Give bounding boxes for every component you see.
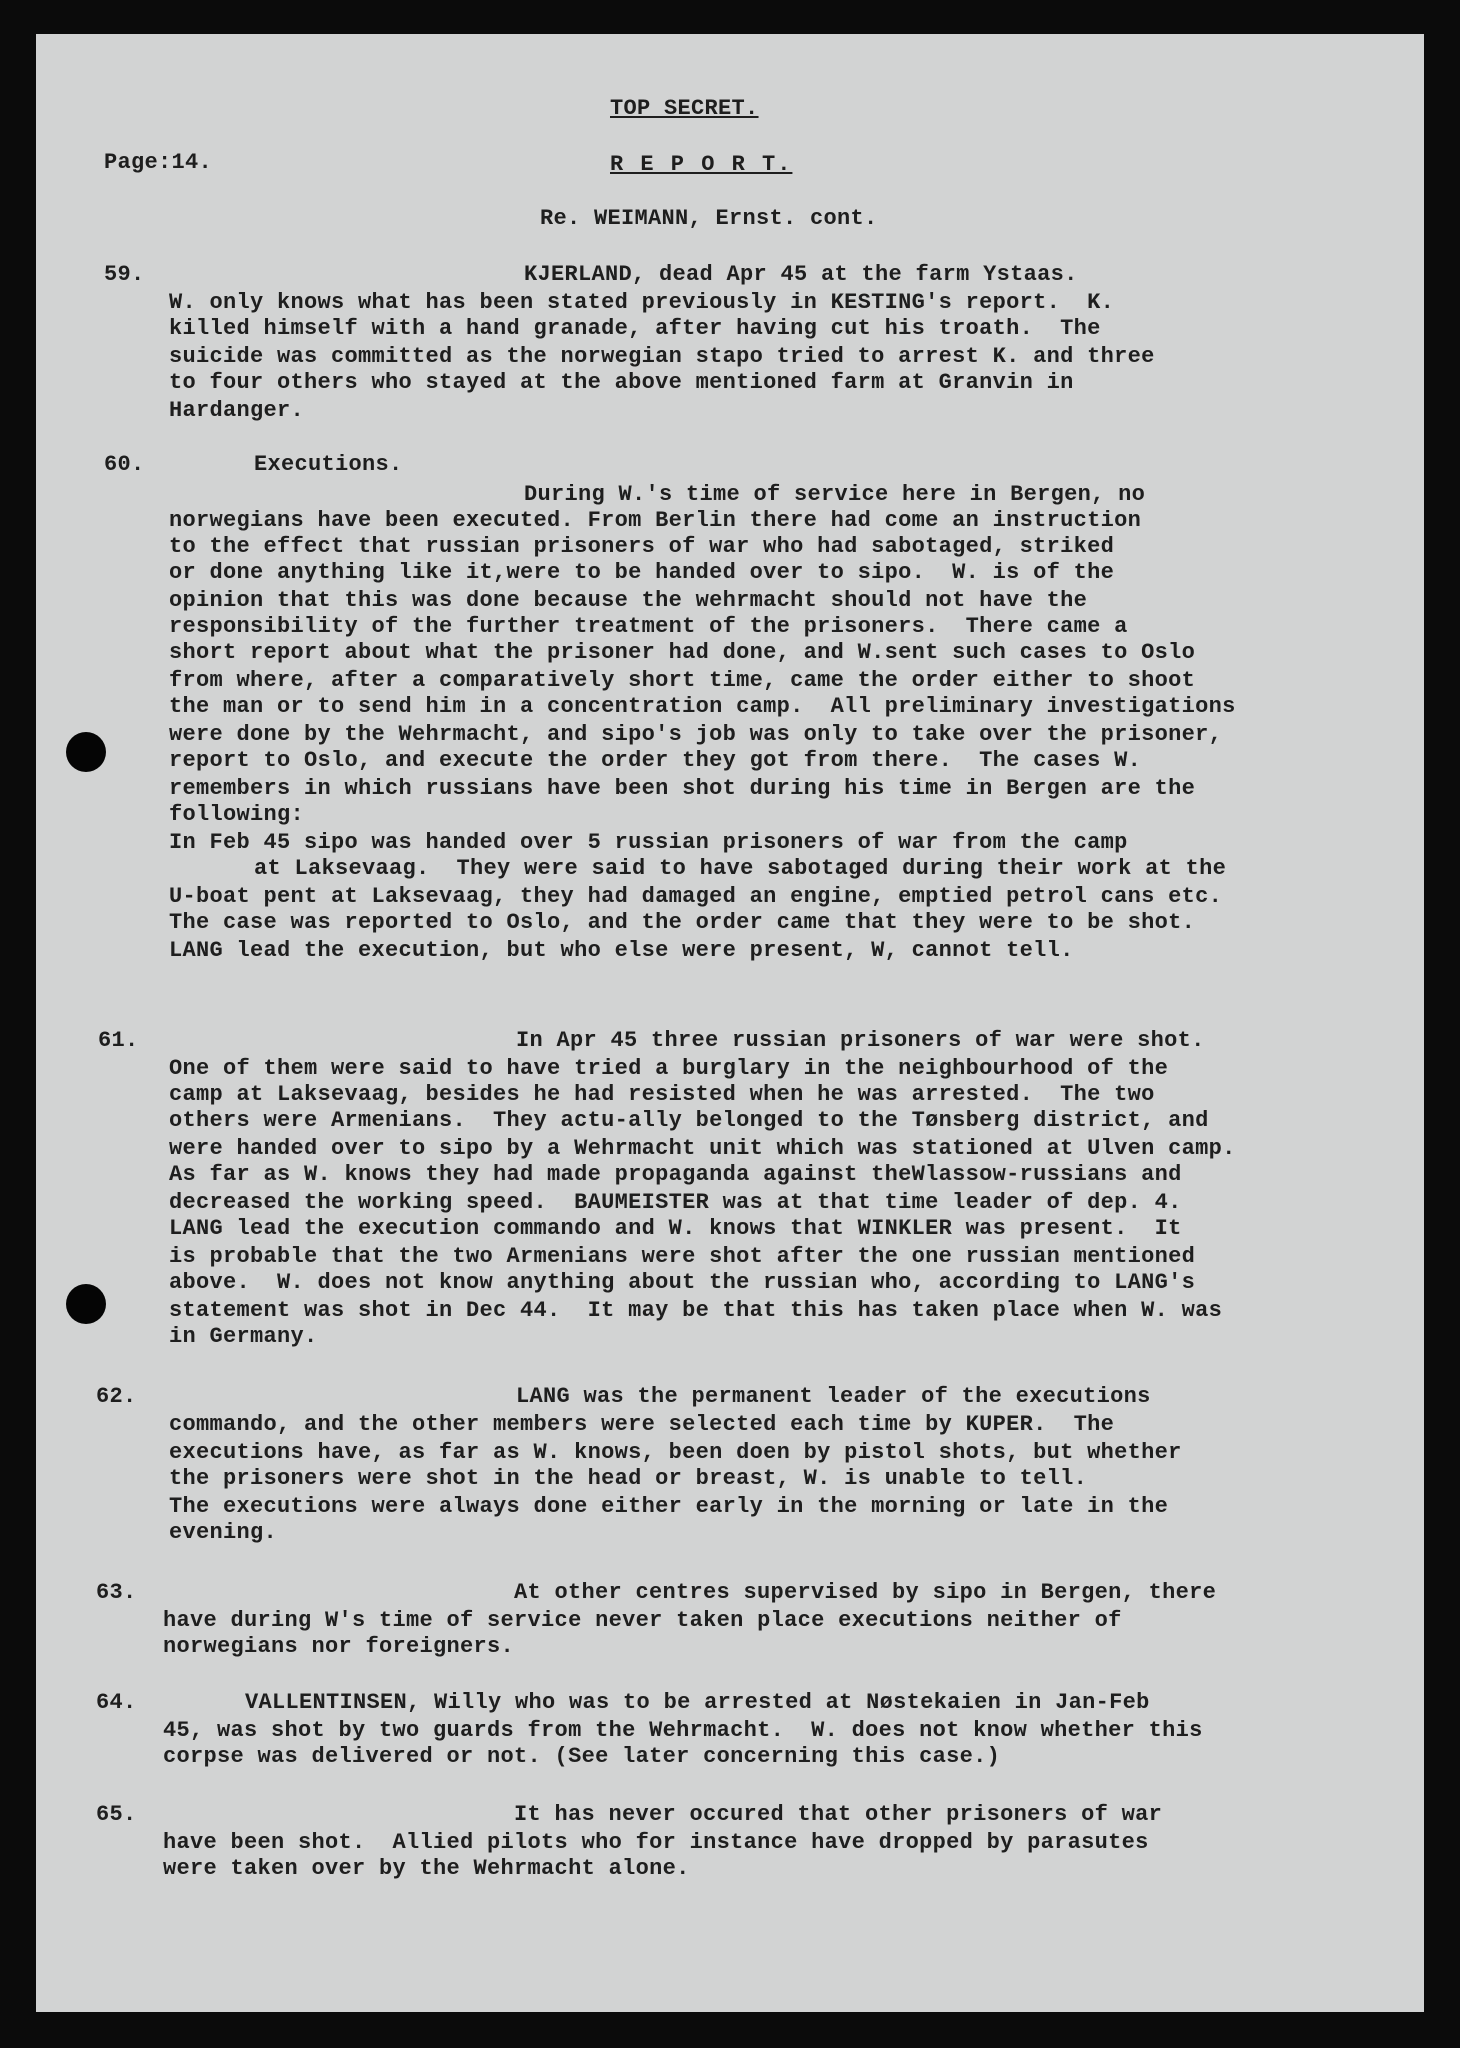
text-line: norwegians nor foreigners. — [163, 1634, 515, 1659]
text-line: were taken over by the Wehrmacht alone. — [163, 1856, 690, 1881]
text-line: others were Armenians. They actu-ally belonged to the Tønsberg district, and — [169, 1108, 1209, 1133]
paragraph-number: 63. — [96, 1580, 137, 1605]
text-line: is probable that the two Armenians were shot after the one russian mentioned — [169, 1244, 1196, 1269]
text-line: evening. — [169, 1520, 278, 1545]
page-number: Page:14. — [104, 150, 213, 175]
text-line: to four others who stayed at the above mentioned farm at Granvin in — [169, 370, 1074, 395]
text-line: remembers in which russians have been shot during his time in Bergen are the — [169, 776, 1196, 801]
report-body — [36, 34, 1424, 2012]
text-line: opinion that this was done because the wehrmacht should not have the — [169, 588, 1088, 613]
text-line: corpse was delivered or not. (See later concerning this case.) — [163, 1744, 1001, 1769]
text-line: During W.'s time of service here in Bergen, no — [524, 482, 1146, 507]
text-line: KJERLAND, dead Apr 45 at the farm Ystaas. — [524, 262, 1078, 287]
text-line: decreased the working speed. BAUMEISTER was at that time leader of dep. 4. — [169, 1190, 1182, 1215]
paragraph-number: 60. — [104, 452, 145, 477]
text-line: camp at Laksevaag, besides he had resisted when he was arrested. The two — [169, 1082, 1155, 1107]
paragraph-number: 64. — [96, 1690, 137, 1715]
text-line: In Apr 45 three russian prisoners of war were shot. — [516, 1028, 1205, 1053]
text-line: the prisoners were shot in the head or breast, W. is unable to tell. — [169, 1466, 1088, 1491]
text-line: report to Oslo, and execute the order they got from there. The cases W. — [169, 748, 1142, 773]
text-line: 45, was shot by two guards from the Wehrmacht. W. does not know whether this — [163, 1718, 1203, 1743]
text-line: LANG lead the execution, but who else were present, W, cannot tell. — [169, 938, 1074, 963]
text-line: At other centres supervised by sipo in Bergen, there — [514, 1580, 1217, 1605]
text-line: the man or to send him in a concentration camp. All preliminary investigations — [169, 694, 1236, 719]
text-line: Hardanger. — [169, 398, 305, 423]
text-line: short report about what the prisoner had done, and W.sent such cases to Oslo — [169, 640, 1196, 665]
text-line: LANG was the permanent leader of the executions — [516, 1384, 1151, 1409]
text-line: killed himself with a hand granade, after having cut his troath. The — [169, 316, 1101, 341]
text-line: executions have, as far as W. knows, been doen by pistol shots, but whether — [169, 1440, 1182, 1465]
text-line: at Laksevaag. They were said to have sabotaged during their work at the — [254, 856, 1227, 881]
text-line: were done by the Wehrmacht, and sipo's job was only to take over the prisoner, — [169, 722, 1223, 747]
text-line: statement was shot in Dec 44. It may be that this has taken place when W. was — [169, 1298, 1223, 1323]
text-line: were handed over to sipo by a Wehrmacht unit which was stationed at Ulven camp. — [169, 1136, 1236, 1161]
text-line: One of them were said to have tried a burglary in the neighbourhood of the — [169, 1056, 1169, 1081]
text-line: following: — [169, 802, 305, 827]
text-line: suicide was committed as the norwegian stapo tried to arrest K. and three — [169, 344, 1155, 369]
text-line: in Germany. — [169, 1324, 318, 1349]
text-line: It has never occured that other prisoners of war — [514, 1802, 1163, 1827]
document-page — [36, 34, 1424, 2012]
text-line: norwegians have been executed. From Berlin there had come an instruction — [169, 508, 1142, 533]
text-line: responsibility of the further treatment of the prisoners. There came a — [169, 614, 1128, 639]
text-line: LANG lead the execution commando and W. knows that WINKLER was present. It — [169, 1216, 1182, 1241]
classification-heading: TOP SECRET. — [610, 96, 759, 121]
text-line: U-boat pent at Laksevaag, they had damaged an engine, emptied petrol cans etc. — [169, 884, 1223, 909]
text-line: commando, and the other members were selected each time by KUPER. The — [169, 1412, 1115, 1437]
paragraph-number: 61. — [98, 1028, 139, 1053]
paragraph-number: 62. — [96, 1384, 137, 1409]
paragraph-number: 59. — [104, 262, 145, 287]
text-line: or done anything like it,were to be handed over to sipo. W. is of the — [169, 560, 1115, 585]
text-line: VALLENTINSEN, Willy who was to be arrested at Nøstekaien in Jan-Feb — [245, 1690, 1150, 1715]
text-line: to the effect that russian prisoners of war who had sabotaged, striked — [169, 534, 1115, 559]
text-line: have during W's time of service never taken place executions neither of — [163, 1608, 1122, 1633]
text-line: The case was reported to Oslo, and the order came that they were to be shot. — [169, 910, 1196, 935]
punch-hole-top — [66, 732, 106, 772]
report-subject: Re. WEIMANN, Ernst. cont. — [540, 206, 878, 231]
text-line: Executions. — [254, 452, 403, 477]
text-line: In Feb 45 sipo was handed over 5 russian prisoners of war from the camp — [169, 830, 1128, 855]
report-title: R E P O R T. — [610, 152, 793, 177]
text-line: W. only knows what has been stated previously in KESTING's report. K. — [169, 290, 1115, 315]
text-line: have been shot. Allied pilots who for instance have dropped by parasutes — [163, 1830, 1149, 1855]
text-line: above. W. does not know anything about the russian who, according to LANG's — [169, 1270, 1196, 1295]
text-line: As far as W. knows they had made propaganda against theWlassow-russians and — [169, 1162, 1182, 1187]
text-line: The executions were always done either early in the morning or late in the — [169, 1494, 1169, 1519]
text-line: from where, after a comparatively short time, came the order either to shoot — [169, 668, 1196, 693]
punch-hole-bottom — [66, 1284, 106, 1324]
paragraph-number: 65. — [96, 1802, 137, 1827]
